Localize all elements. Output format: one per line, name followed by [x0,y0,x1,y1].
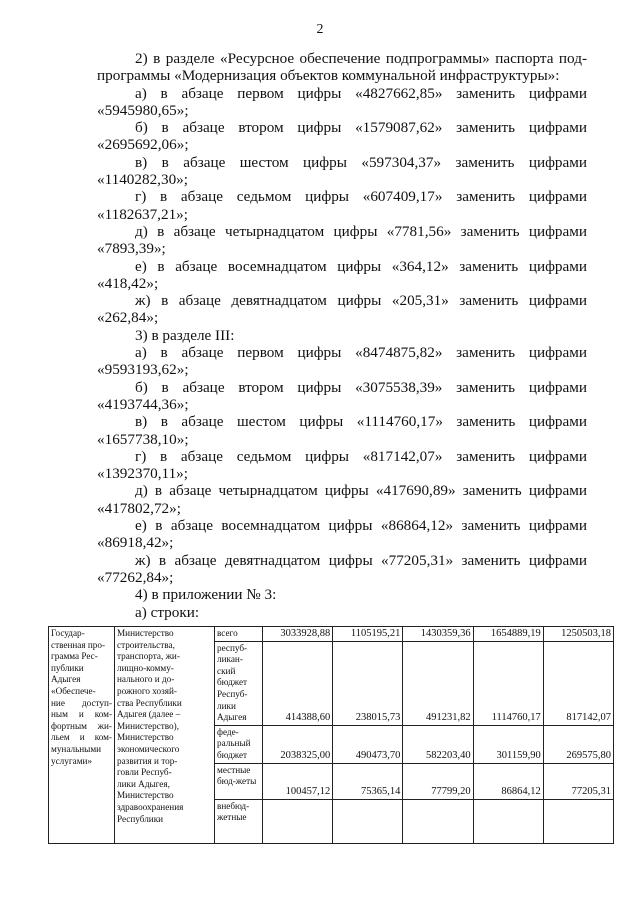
paragraph [97,344,587,379]
value-cell: 3033928,88 [263,627,333,642]
paragraph-line: е) в абзаце восемнадцатом цифры «86864,12» заменить цифрами [135,517,587,535]
paragraph-line: г) в абзаце седьмом цифры «607409,17» заменить цифрами [135,188,587,206]
value-cell: 75365,14 [333,763,403,799]
value-cell: 100457,12 [263,763,333,799]
paragraph-line: ж) в абзаце девятнадцатом цифры «77205,31» заменить цифрами [135,551,587,569]
program-line: Государ- [51,628,85,638]
paragraph-line: «262,84»; [97,309,159,327]
program-line: ние доступ- [51,697,112,708]
value-cell [543,799,613,843]
paragraph-line: г) в абзаце седьмом цифры «817142,07» заменить цифрами [135,447,587,465]
program-line: «Обеспече- [51,685,96,696]
paragraph-line: ж) в абзаце девятнадцатом цифры «205,31» заменить цифрами [135,292,587,310]
paragraph-line: «418,42»; [97,274,159,292]
executor-line: здравоохранения [117,801,184,812]
document-body [97,50,587,621]
paragraph [97,552,587,587]
executor-line: Республики [117,813,164,824]
paragraph [97,327,587,344]
paragraph [97,379,587,414]
value-cell [263,799,333,843]
paragraph-line: в) в абзаце шестом цифры «597304,37» заменить цифрами [135,153,587,171]
source-cell: феде-ральный бюджет [215,725,263,763]
source-cell: респуб-ликан-ский бюджет Респуб-лики Адыгея [215,641,263,725]
paragraph-line: «2695692,06»; [97,136,189,154]
paragraph [97,154,587,189]
paragraph-line: «1392370,11»; [97,465,188,483]
executor-line: лики Адыгея, [117,778,170,789]
value-cell: 301159,90 [473,725,543,763]
program-line: грамма Рес- [51,651,98,662]
program-line: мунальными [51,743,102,754]
paragraph [97,604,587,621]
value-cell [403,799,473,843]
executor-line: развития и тор- [117,755,178,766]
value-cell: 1105195,21 [333,627,403,642]
paragraph [97,413,587,448]
paragraph-line: «417802,72»; [97,499,181,517]
paragraph [97,85,587,120]
value-cell: 817142,07 [543,641,613,725]
paragraph-line: «86918,42»; [97,534,174,552]
executor-cell [115,627,215,844]
paragraph [97,586,587,603]
paragraph-line: 4) в приложении № 3: [135,586,277,604]
paragraph-line: «1140282,30»; [97,171,188,189]
value-cell [333,799,403,843]
program-line: ственная про- [51,639,106,650]
value-cell: 1430359,36 [403,627,473,642]
paragraph [97,517,587,552]
value-cell: 2038325,00 [263,725,333,763]
value-cell: 491231,82 [403,641,473,725]
paragraph-line: «77262,84»; [97,568,174,586]
table-row [49,627,614,642]
paragraph [97,223,587,258]
executor-line: Министерство [117,628,174,638]
paragraph-line: а) в абзаце первом цифры «4827662,85» заменить цифрами [135,84,587,102]
source-cell: внебюд-жетные [215,799,263,843]
program-cell [49,627,115,844]
value-cell: 1114760,17 [473,641,543,725]
source-cell: всего [215,627,263,642]
paragraph [97,119,587,154]
executor-line: рожного хозяй- [117,685,177,696]
paragraph-line: е) в абзаце восемнадцатом цифры «364,12» заменить цифрами [135,257,587,275]
executor-line: Адыгея (далее – [117,709,181,720]
executor-line: Министерство [117,790,174,801]
paragraph-line: «1182637,21»; [97,205,188,223]
value-cell: 77205,31 [543,763,613,799]
paragraph-line: б) в абзаце втором цифры «3075538,39» заменить цифрами [135,378,587,396]
paragraph-line: в) в абзаце шестом цифры «1114760,17» заменить цифрами [135,413,587,431]
executor-line: лищно-комму- [117,662,174,673]
paragraph [97,292,587,327]
paragraph-line: «9593193,62»; [97,361,189,379]
source-cell: местные бюд-жеты [215,763,263,799]
executor-line: ства Республики [117,697,182,708]
program-line: публики [51,662,84,673]
executor-line: строительства, [117,639,175,650]
paragraph-line: б) в абзаце втором цифры «1579087,62» заменить цифрами [135,119,587,137]
program-line: Адыгея [51,674,81,685]
paragraph-line: «7893,39»; [97,240,166,258]
value-cell: 1250503,18 [543,627,613,642]
executor-line: Министерство), [117,720,180,731]
paragraph-line: «1657738,10»; [97,430,189,448]
paragraph [97,448,587,483]
paragraph-line: д) в абзаце четырнадцатом цифры «7781,56» заменить цифрами [135,222,587,240]
value-cell: 414388,60 [263,641,333,725]
paragraph-line: 2) в разделе «Ресурсное обеспечение подпрограммы» паспорта под- [135,50,587,67]
value-cell: 86864,12 [473,763,543,799]
funding-table [48,626,614,844]
program-line: льем и ком- [51,732,112,743]
executor-line: транспорта, жи- [117,651,180,662]
paragraph [97,188,587,223]
paragraph-line: 3) в разделе III: [135,326,235,344]
value-cell: 269575,80 [543,725,613,763]
program-line: услугами» [51,755,93,766]
value-cell: 490473,70 [333,725,403,763]
executor-line: экономического [117,743,180,754]
paragraph [97,50,587,85]
value-cell: 582203,40 [403,725,473,763]
program-line: фортным жи- [51,720,112,731]
paragraph [97,258,587,293]
paragraph-line: д) в абзаце четырнадцатом цифры «417690,89» заменить цифрами [135,482,587,500]
paragraph-line: «4193744,36»; [97,395,189,413]
value-cell: 77799,20 [403,763,473,799]
paragraph-line: а) в абзаце первом цифры «8474875,82» заменить цифрами [135,344,587,362]
paragraph-line: а) строки: [135,603,200,621]
value-cell: 1654889,19 [473,627,543,642]
value-cell: 238015,73 [333,641,403,725]
paragraph-line: «5945980,65»; [97,101,189,119]
program-line: ным и ком- [51,709,112,720]
executor-line: говли Респуб- [117,767,172,778]
paragraph-line: программы «Модернизация объектов коммунальной инфраструктуры»: [97,67,560,85]
page-number: 2 [316,22,324,37]
value-cell [473,799,543,843]
paragraph [97,482,587,517]
executor-line: нального и до- [117,674,175,685]
executor-line: Министерство [117,732,174,743]
